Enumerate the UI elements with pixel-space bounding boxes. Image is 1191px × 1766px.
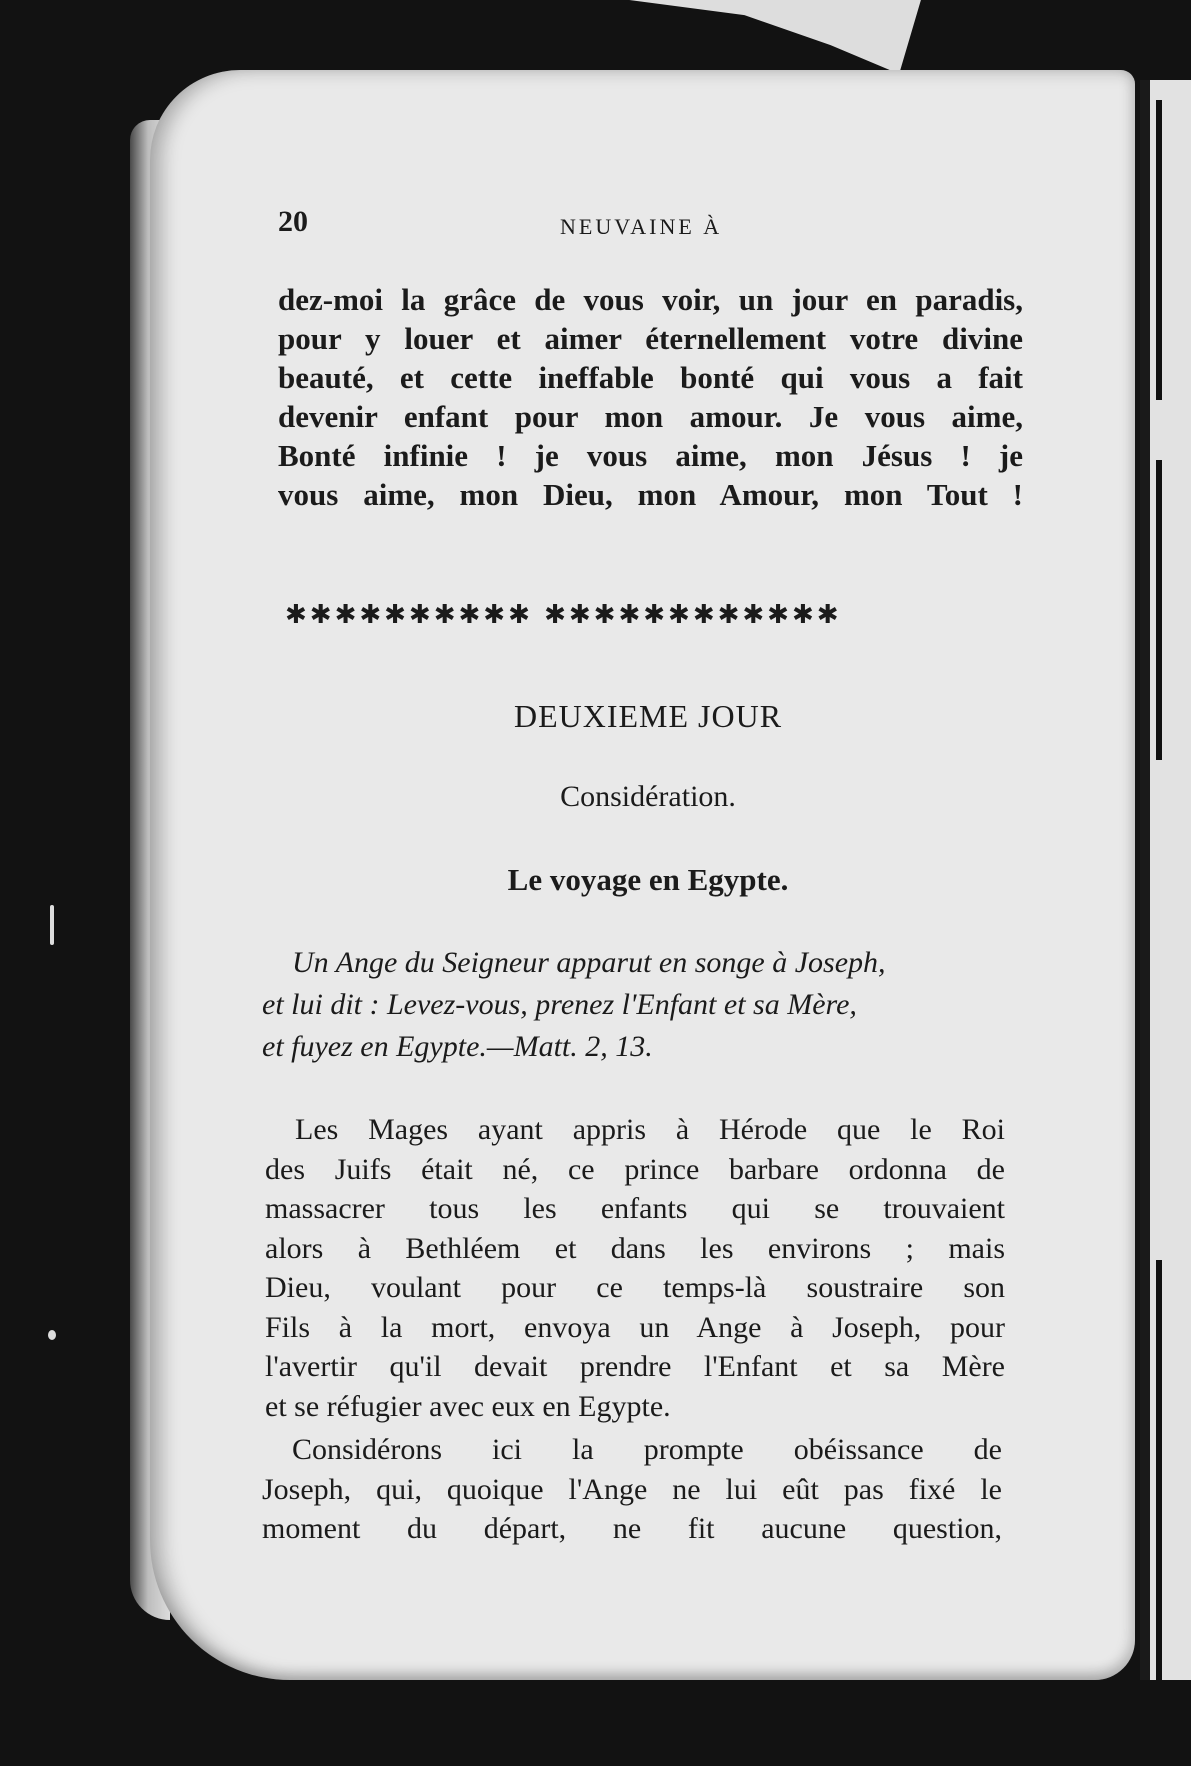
- scan-speck: [50, 905, 54, 945]
- text-line: vous aime, mon Dieu, mon Amour, mon Tout !: [278, 477, 1023, 512]
- text-line: l'avertir qu'il devait prendre l'Enfant et sa Mère: [265, 1350, 1005, 1383]
- quote-line: et lui dit : Levez-vous, prenez l'Enfant et sa Mère,: [262, 988, 857, 1021]
- scripture-quote: [262, 942, 1022, 1068]
- quote-line: et fuyez en Egypte.—Matt. 2, 13.: [262, 1030, 653, 1063]
- text-line: Fils à la mort, envoya un Ange à Joseph, pour: [265, 1310, 1005, 1344]
- text-line: devenir enfant pour mon amour. Je vous aime,: [278, 399, 1023, 434]
- subject-heading: Le voyage en Egypte.: [507, 862, 789, 897]
- scan-speck: [48, 1330, 56, 1340]
- text-line: Considérons ici la prompte obéissance de: [292, 1433, 1002, 1466]
- text-line: moment du départ, ne fit aucune question,: [262, 1512, 1002, 1545]
- running-head: NEUVAINE À: [560, 214, 723, 239]
- page-shadow-line: [1156, 100, 1162, 400]
- text-line: Bonté infinie ! je vous aime, mon Jésus ! je: [278, 438, 1023, 473]
- text-line: et se réfugier avec eux en Egypte.: [265, 1389, 671, 1423]
- text-line: beauté, et cette ineffable bonté qui vous a fait: [278, 360, 1023, 395]
- page-shadow-line: [1156, 1260, 1162, 1680]
- page-shadow-line: [1156, 460, 1162, 760]
- text-line: Joseph, qui, quoique l'Ange ne lui eût pas fixé le: [262, 1472, 1002, 1506]
- consideration-heading: Considération.: [560, 780, 736, 813]
- adjacent-page-edge: [1140, 80, 1191, 1680]
- text-line: des Juifs était né, ce prince barbare ordonna de: [265, 1152, 1005, 1186]
- opening-text: [278, 280, 1023, 514]
- text-line: pour y louer et aimer éternellement votre divine: [278, 321, 1023, 356]
- text-line: Les Mages ayant appris à Hérode que le Roi: [295, 1113, 1005, 1146]
- paragraph-2: [262, 1430, 1002, 1549]
- text-line: alors à Bethléem et dans les environs ; mais: [265, 1231, 1005, 1265]
- text-line: dez-moi la grâce de vous voir, un jour en paradis,: [278, 282, 1023, 317]
- text-line: Dieu, voulant pour ce temps-là soustraire son: [265, 1271, 1005, 1304]
- paragraph-1: [265, 1110, 1005, 1426]
- day-title: DEUXIEME JOUR: [513, 698, 783, 734]
- quote-line: Un Ange du Seigneur apparut en songe à Joseph,: [292, 946, 886, 979]
- torn-paper-scrap: [478, 0, 923, 75]
- page-number: 20: [278, 205, 308, 238]
- text-line: massacrer tous les enfants qui se trouvaient: [265, 1192, 1005, 1225]
- ornament-divider: ✱✱✱✱✱✱✱✱✱✱ ✱✱✱✱✱✱✱✱✱✱✱✱: [285, 600, 842, 630]
